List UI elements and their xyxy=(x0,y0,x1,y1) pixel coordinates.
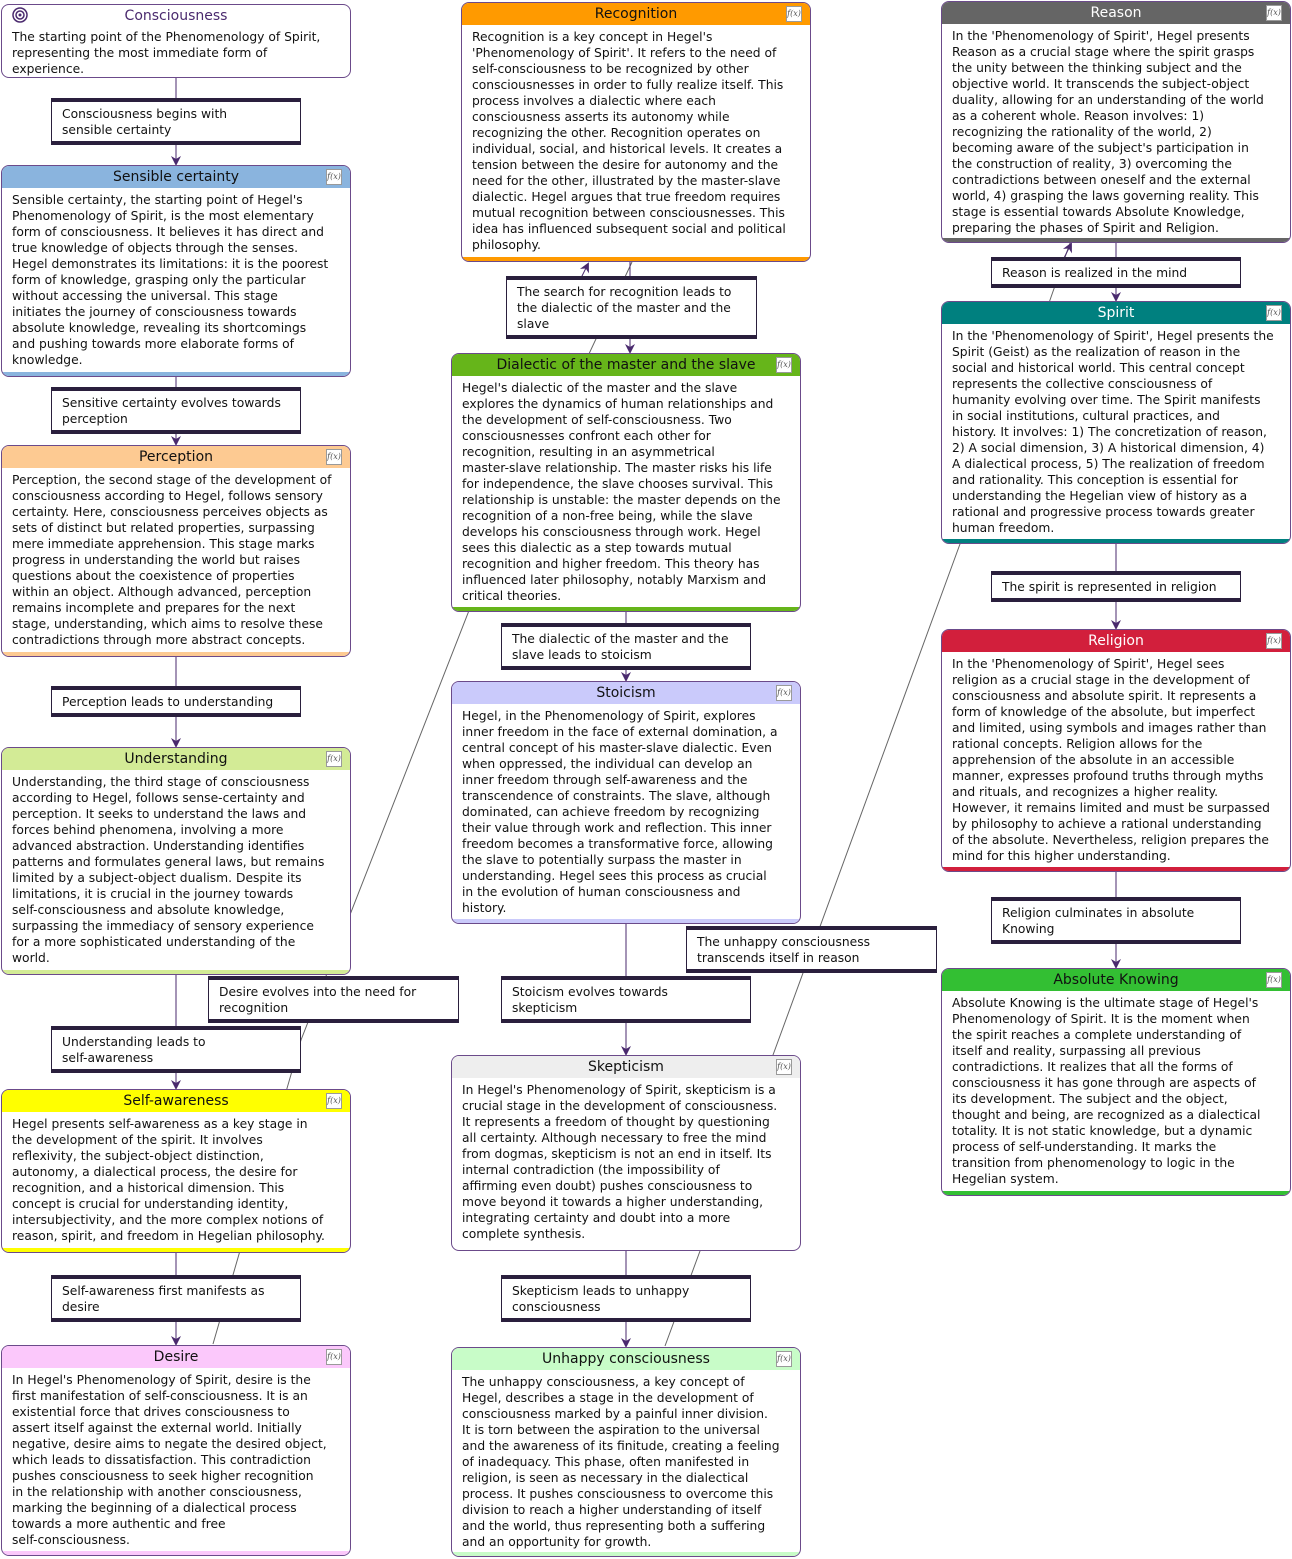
node-footer-bar xyxy=(2,970,350,974)
edge-label-religion-absolute[interactable]: Religion culminates in absolute Knowing xyxy=(991,897,1241,944)
node-header xyxy=(452,682,800,704)
node-description: Hegel, in the Phenomenology of Spirit, explores inner freedom in the face of external domination, a central concept of his master-slave dialectic. Even when oppressed, the individual can develop an inner freedom through self-awareness and the transcendence of constraints. The slave, although dominated, can achieve freedom by recognizing their value through work and reflection. This inner freedom becomes a transformative force, allowing the slave to potentially surpass the master in understanding. Hegel sees this process as crucial in the evolution of human consciousness and history. xyxy=(462,709,778,915)
node-footer-bar xyxy=(462,257,810,261)
node-header xyxy=(462,3,810,25)
function-icon[interactable]: f(x) xyxy=(326,449,342,465)
node-header xyxy=(942,2,1290,24)
function-icon[interactable]: f(x) xyxy=(776,1059,792,1075)
node-description: In Hegel's Phenomenology of Spirit, desire is the first manifestation of self-consciousness. It is an existential force that drives consciousness to assert itself against the external world. Initially negative, desire aims to negate the desired object, which leads to dissatisfaction. This contradiction pushes consciousness to seek higher recognition in the relationship with another consciousness, marking the beginning of a dialectical process towards a more authentic and free self-consciousness. xyxy=(12,1373,327,1547)
function-icon[interactable]: f(x) xyxy=(776,685,792,701)
node-title: Understanding xyxy=(124,751,228,767)
node-footer-bar xyxy=(2,652,350,656)
node-footer-bar xyxy=(942,238,1290,242)
node-title: Consciousness xyxy=(124,8,228,24)
node-title: Religion xyxy=(1088,633,1144,649)
node-self-awareness[interactable] xyxy=(1,1089,351,1253)
node-consciousness[interactable] xyxy=(1,4,351,78)
node-master-slave[interactable] xyxy=(451,353,801,612)
node-description: In Hegel's Phenomenology of Spirit, skepticism is a crucial stage in the development of consciousness. It represents a freedom of thought by questioning all certainty. Although necessary to free the mind from dogmas, skepticism is not an end in itself. Its internal contradiction (the impossibility of affirming even doubt) pushes consciousness to move beyond it towards a higher understanding, integrating certainty and doubt into a more complete synthesis. xyxy=(462,1083,778,1241)
node-header xyxy=(452,1056,800,1078)
node-description: Hegel presents self-awareness as a key stage in the development of the spirit. It involves reflexivity, the subject-object distinction, autonomy, a dialectical process, the desire for recognition, and a historical dimension. This concept is crucial for understanding identity, intersubjectivity, and the more complex notions of reason, spirit, and freedom in Hegelian philosophy. xyxy=(12,1117,325,1243)
node-footer-bar xyxy=(942,1191,1290,1195)
node-footer-bar xyxy=(452,919,800,923)
function-icon[interactable]: f(x) xyxy=(1266,633,1282,649)
edge-label-stoicism-skepticism[interactable]: Stoicism evolves towards skepticism xyxy=(501,976,751,1023)
node-description: Recognition is a key concept in Hegel's 'Phenomenology of Spirit'. It refers to the need of self-consciousness to be recognized by other consciousnesses in order to fully realize itself. This process involves a dialectic where each consciousness asserts its autonomy while recognizing the other. Recognition operates on individual, social, and historical levels. It creates a tension between the desire for autonomy and the need for the other, illustrated by the master-slave dialectic. Hegel argues that true freedom requires mutual recognition between consciousnesses. This idea has influenced subsequent social and political philosophy. xyxy=(472,30,786,252)
node-description: In the 'Phenomenology of Spirit', Hegel presents Reason as a crucial stage where the spirit grasps the unity between the thinking subject and the objective world. It transcends the subject-object duality, allowing for an understanding of the world as a coherent whole. Reason involves: 1) recognizing the rationality of the world, 2) becoming aware of the subject's participation in the construction of reality, 3) overcoming the contradictions between oneself and the external world, 4) grasping the laws governing reality. This stage is essential towards Absolute Knowledge, preparing the phases of Spirit and Religion. xyxy=(952,29,1264,235)
node-title: Spirit xyxy=(1097,305,1135,321)
node-title: Sensible certainty xyxy=(112,169,240,185)
node-header xyxy=(452,1348,800,1370)
node-footer-bar xyxy=(942,867,1290,871)
node-title: Dialectic of the master and the slave xyxy=(496,357,756,373)
edge-label-understanding-selfawareness[interactable]: Understanding leads to self-awareness xyxy=(51,1026,301,1073)
node-header xyxy=(2,748,350,770)
edge-label-desire-recognition[interactable]: Desire evolves into the need for recognition xyxy=(208,976,459,1023)
node-absolute-knowing[interactable] xyxy=(941,968,1291,1196)
edge-label-consciousness-sensible[interactable]: Consciousness begins with sensible certainty xyxy=(51,98,301,145)
node-footer-bar xyxy=(2,1248,350,1252)
edge-label-unhappy-reason[interactable]: The unhappy consciousness transcends itself in reason xyxy=(686,926,937,973)
function-icon[interactable]: f(x) xyxy=(1266,5,1282,21)
node-unhappy-consciousness[interactable] xyxy=(451,1347,801,1557)
function-icon[interactable]: f(x) xyxy=(326,1349,342,1365)
node-footer-bar xyxy=(2,1551,350,1555)
node-footer-bar xyxy=(2,372,350,376)
target-icon xyxy=(12,7,28,23)
node-header xyxy=(2,1346,350,1368)
node-description: In the 'Phenomenology of Spirit', Hegel sees religion as a crucial stage in the development of consciousness and absolute spirit. It represents a form of knowledge of the absolute, but imperfect and limited, using symbols and images rather than rational concepts. Religion allows for the apprehension of the absolute in an accessible manner, expresses profound truths through myths and rituals, and recognizes a higher reality. However, it remains limited and must be surpassed by philosophy to achieve a rational understanding of the absolute. Nevertheless, religion prepares the mind for this higher understanding. xyxy=(952,657,1270,863)
node-understanding[interactable] xyxy=(1,747,351,975)
node-description: Hegel's dialectic of the master and the slave explores the dynamics of human relationships and the development of self-consciousness. Two consciousnesses confront each other for recognition, resulting in an asymmetrical master-slave relationship. The master risks his life for independence, the slave chooses survival. This relationship is unstable: the master depends on the recognition of a non-free being, while the slave develops his consciousness through work. Hegel sees this dialectic as a step towards mutual recognition and higher freedom. This theory has influenced later philosophy, notably Marxism and critical theories. xyxy=(462,381,781,603)
edge-label-selfawareness-desire[interactable]: Self-awareness first manifests as desire xyxy=(51,1275,301,1322)
node-desire[interactable] xyxy=(1,1345,351,1556)
edge-label-recognition-master[interactable]: The search for recognition leads to the dialectic of the master and the slave xyxy=(506,276,757,339)
node-religion[interactable] xyxy=(941,629,1291,872)
function-icon[interactable]: f(x) xyxy=(786,6,802,22)
node-header xyxy=(2,1090,350,1112)
node-perception[interactable] xyxy=(1,445,351,657)
function-icon[interactable]: f(x) xyxy=(326,751,342,767)
function-icon[interactable]: f(x) xyxy=(776,1351,792,1367)
node-title: Recognition xyxy=(594,6,678,22)
node-spirit[interactable] xyxy=(941,301,1291,544)
node-description: Understanding, the third stage of consciousness according to Hegel, follows sense-certainty and perception. It seeks to understand the laws and forces behind phenomena, involving a more advanced abstraction. Understanding identifies patterns and formulates general laws, but remains limited by a subject-object dualism. Despite its limitations, it is crucial in the journey towards self-consciousness and absolute knowledge, surpassing the immediacy of sensory experience for a more sophisticated understanding of the world. xyxy=(12,775,325,965)
node-title: Absolute Knowing xyxy=(1053,972,1179,988)
function-icon[interactable]: f(x) xyxy=(326,1093,342,1109)
node-skepticism[interactable] xyxy=(451,1055,801,1251)
node-header xyxy=(2,446,350,468)
node-title: Stoicism xyxy=(596,685,656,701)
edge-label-skepticism-unhappy[interactable]: Skepticism leads to unhappy consciousness xyxy=(501,1275,751,1322)
node-description: Absolute Knowing is the ultimate stage of Hegel's Phenomenology of Spirit. It is the moment when the spirit reaches a complete understanding of itself and reality, surpassing all previous contradictions. It realizes that all the forms of consciousness it has gone through are aspects of its development. The subject and the object, thought and being, are recognized as a dialectical totality. It is not static knowledge, but a dynamic process of self-understanding. It marks the transition from phenomenology to logic in the Hegelian system. xyxy=(952,996,1261,1186)
node-description: Perception, the second stage of the development of consciousness according to Hegel, follows sensory certainty. Here, consciousness perceives objects as sets of distinct but related properties, surpassing mere immediate apprehension. This stage marks progress in understanding the world but raises questions about the coexistence of properties within an object. Although advanced, perception remains incomplete and prepares for the next stage, understanding, which aims to resolve these contradictions through more abstract concepts. xyxy=(12,473,332,647)
node-header xyxy=(452,354,800,376)
node-header xyxy=(942,302,1290,324)
node-description: The unhappy consciousness, a key concept of Hegel, describes a stage in the development of consciousness marked by a painful inner division. It is torn between the aspiration to the universal and the awareness of its finitude, creating a feeling of inadequacy. This phase, often manifested in religion, is seen as necessary in the dialectical process. It pushes consciousness to overcome this division to reach a higher understanding of itself and the world, thus representing both a suffering and an opportunity for growth. xyxy=(462,1375,780,1549)
node-header xyxy=(2,5,350,27)
node-recognition[interactable] xyxy=(461,2,811,262)
edge-label-master-stoicism[interactable]: The dialectic of the master and the slave leads to stoicism xyxy=(501,623,751,670)
node-title: Skepticism xyxy=(588,1059,664,1075)
edge-label-perception-understanding[interactable]: Perception leads to understanding xyxy=(51,686,301,717)
function-icon[interactable]: f(x) xyxy=(776,357,792,373)
node-header xyxy=(942,630,1290,652)
node-description: In the 'Phenomenology of Spirit', Hegel presents the Spirit (Geist) as the realization of reason in the social and historical world. This central concept represents the collective consciousness of humanity evolving over time. The Spirit manifests in social institutions, cultural practices, and history. It involves: 1) The concretization of reason, 2) A social dimension, 3) A historical dimension, 4) A dialectical process, 5) The realization of freedom and rationality. This conception is essential for understanding the Hegelian view of history as a rational and progressive process towards greater human freedom. xyxy=(952,329,1274,535)
node-reason[interactable] xyxy=(941,1,1291,243)
node-sensible-certainty[interactable] xyxy=(1,165,351,377)
node-description: Sensible certainty, the starting point of Hegel's Phenomenology of Spirit, is the most elementary form of consciousness. It believes it has direct and true knowledge of objects through the senses. Hegel demonstrates its limitations: it is the poorest form of knowledge, grasping only the particular without accessing the universal. This stage initiates the journey of consciousness towards absolute knowledge, revealing its shortcomings and pushing towards more elaborate forms of knowledge. xyxy=(12,193,329,367)
function-icon[interactable]: f(x) xyxy=(1266,972,1282,988)
node-footer-bar xyxy=(452,607,800,611)
node-footer-bar xyxy=(942,539,1290,543)
edge-label-sensible-perception[interactable]: Sensitive certainty evolves towards perception xyxy=(51,387,301,434)
node-title: Perception xyxy=(138,449,214,465)
function-icon[interactable]: f(x) xyxy=(1266,305,1282,321)
node-header xyxy=(942,969,1290,991)
node-footer-bar xyxy=(452,1552,800,1556)
node-title: Unhappy consciousness xyxy=(542,1351,710,1367)
edge-label-reason-spirit[interactable]: Reason is realized in the mind xyxy=(991,257,1241,288)
node-description: The starting point of the Phenomenology of Spirit, representing the most immediate form of experience. xyxy=(12,30,321,76)
node-title: Reason xyxy=(1090,5,1142,21)
node-title: Desire xyxy=(153,1349,199,1365)
edge-label-spirit-religion[interactable]: The spirit is represented in religion xyxy=(991,571,1241,602)
function-icon[interactable]: f(x) xyxy=(326,169,342,185)
node-title: Self-awareness xyxy=(123,1093,229,1109)
node-header xyxy=(2,166,350,188)
node-stoicism[interactable] xyxy=(451,681,801,924)
